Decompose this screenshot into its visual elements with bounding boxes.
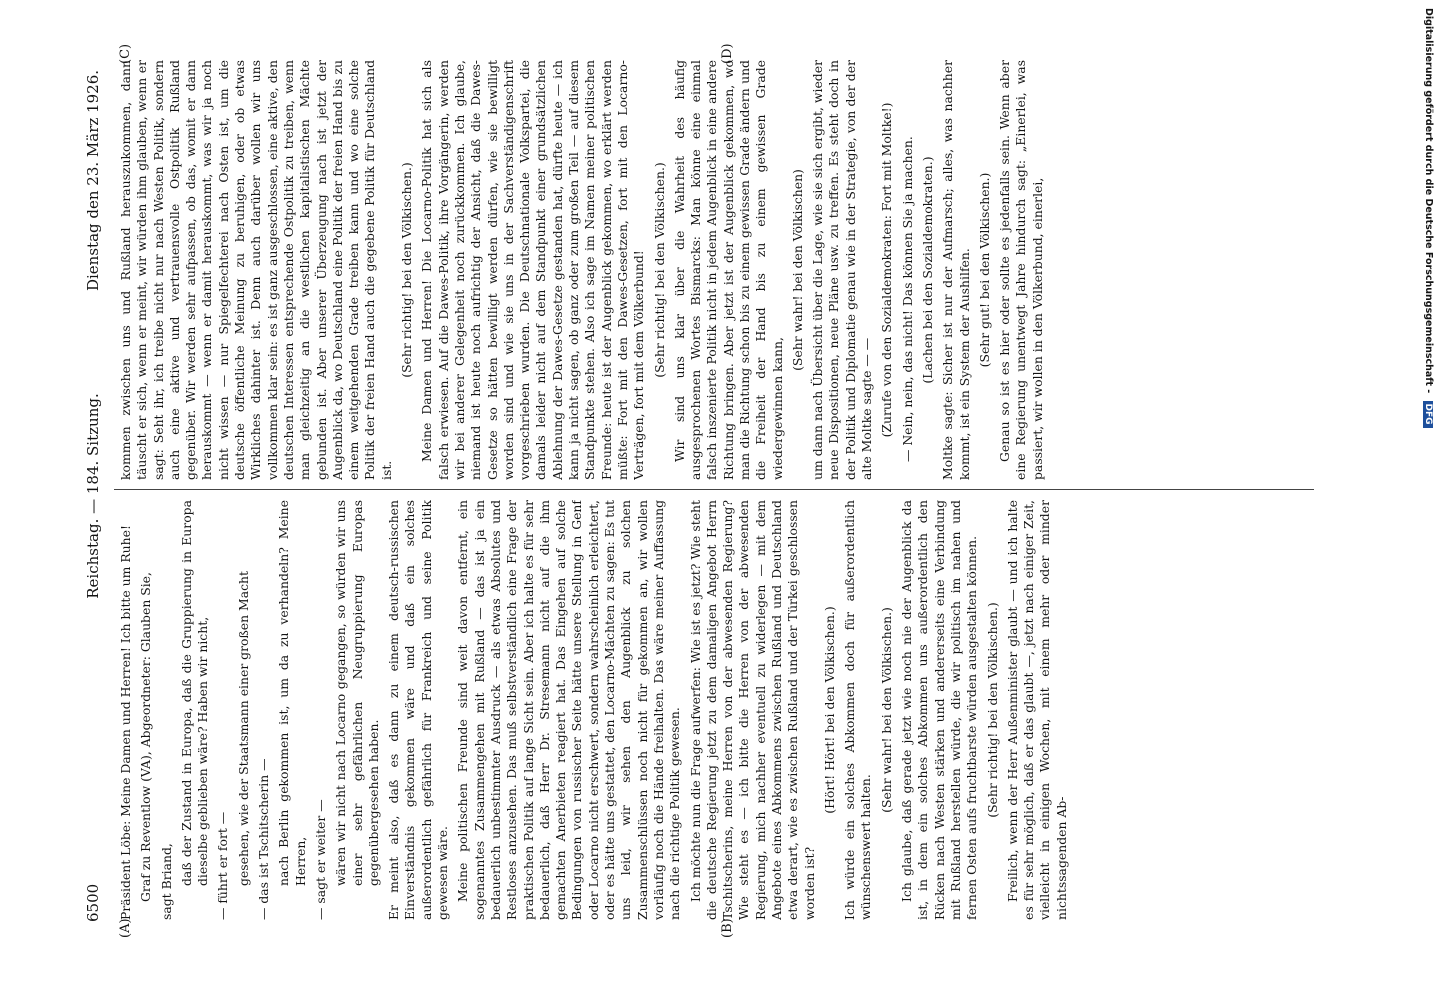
- paragraph: Meine Damen und Herren! Die Locarno-Politik hat sich als falsch erwiesen. Auf die Dawes-Politik, ihre Vorgängerin, werden wir bei anderer Gelegenheit noch zurückkommen. Ich glaube, niemand ist heute noch aufrichtig der Ansicht, daß die Dawes-Gesetze so hätten bewilligt werden dürfen, wie sie bewilligt worden sind und wie sie uns in der Sachverständigenschrift vorgeschrieben wurden. Die Deutschnationale Volkspartei, die damals leider nicht auf dem Standpunkt einer grundsätzlichen Ablehnung der Dawes-Gesetze gestanden hat, dürfte heute — ich kann ja nicht sagen, ob ganz oder zum großen Teil — auf diesem Standpunkte stehen. Also ich sage im Namen meiner politischen Freunde: heute ist der Augenblick gekommen, wo erklärt werden müßte: Fort mit den Dawes-Gesetzen, fort mit den Locarno-Verträgen, fort mit dem Völkerbund!: [419, 60, 647, 480]
- paragraph: wären wir nicht nach Locarno gegangen, so würden wir uns einer sehr gefährlichen Neugruppierung Europas gegenübergesehen haben.: [333, 500, 381, 886]
- paragraph: Ich würde ein solches Abkommen doch für außerordentlich wünschenswert halten.: [842, 500, 874, 920]
- paragraph: kommen zwischen uns und Rußland herauszukommen, dann täuscht er sich, wenn er meint, wir würden ihm glauben, wenn er sagt: Seht ihr, ich treibe nicht nur nach Westen Politik, sondern auch eine aktive und vertrauensvolle Ostpolitik Rußland gegenüber. Wir werden sehr aufpassen, ob das, womit er dann herauskommt — wenn er damit herauskommt, was wir ja noch nicht wissen — nur Spiegelfechterei nach Osten ist, um die deutsche öffentliche Meinung zu beruhigen, oder ob etwas Wirkliches dahinter ist. Denn auch darüber wollen wir uns vollkommen klar sein: es ist ganz ausgeschlossen, eine aktive, den deutschen Interessen entsprechende Ostpolitik zu treiben, wenn man gleichzeitig an die westlichen kapitalistischen Mächte gebunden ist. Aber unserer Überzeugung nach ist jetzt der Augenblick da, wo Deutschland eine Politik der freien Hand bis zu einem weitgehenden Grade treiben kann und wo eine solche Politik der freien Hand auch die gegebene Politik für Deutschland ist.: [118, 60, 394, 480]
- digitization-note: [1422, 8, 1434, 998]
- paragraph: Wir sind uns klar über die Wahrheit des häufig ausgesprochenen Wortes Bismarcks: Man könne eine einmal falsch inszenierte Politik nicht in jedem Augenblick in eine andere Richtung bringen. Aber jetzt ist der Augenblick gekommen, wo man die Richtung schon bis zu einem gewissen Grade ändern und die Freiheit der Hand bis zu einem gewissen Grade wiedergewinnen kann,: [671, 60, 785, 480]
- paragraph: Meine politischen Freunde sind weit davon entfernt, ein sogenanntes Zusammengehen mit Rußland — das ist ja ein bedauerlich unbestimmter Ausdruck — als etwas Absolutes und Restloses anzusehen. Das muß selbstverständlich eine Frage der praktischen Politik auf lange Sicht sein. Aber ich halte es für sehr bedauerlich, daß Herr Dr. Stresemann nicht auf die ihm gemachten Anerbieten reagiert hat. Das Eingehen auf solche Bedingungen von russischer Seite hätte unsere Stellung in Genf oder Locarno nicht erschwert, sondern wahrscheinlich erleichtert, oder es hätte uns gestattet, den Locarno-Mächten zu sagen: Es tut uns leid, wir sehen den Augenblick zu solchen Zusammenschlüssen noch nicht für gekommen an, wir wollen vorläufig noch die Hände freihalten. Das wäre meiner Auffassung nach die richtige Politik gewesen.: [455, 500, 683, 920]
- interjection: (Sehr richtig! bei den Völkischen.): [984, 602, 1000, 818]
- paragraph: um dann nach Übersicht über die Lage, wie sie sich ergibt, wieder neue Dispositionen, neue Pläne usw. zu treffen. Es steht doch in der Politik und Diplomatie genau wie in der Strategie, von der der alte Moltke sagte — —: [810, 60, 875, 480]
- interjection: (Sehr richtig! bei den Völkischen.): [651, 162, 667, 378]
- digitization-text: Digitalisierung gefördert durch die Deutsche Forschungsgemeinschaft -: [1423, 8, 1434, 394]
- paragraph: Graf zu Reventlow (VA), Abgeordneter: Glauben Sie,: [138, 572, 154, 902]
- paragraph: — sagt er weiter —: [312, 799, 328, 920]
- dfg-logo: DFG: [1423, 401, 1433, 428]
- margin-marker-b: (B): [720, 918, 735, 938]
- paragraph: gesehen, wie der Staatsmann einer großen Macht: [235, 571, 251, 886]
- paragraph: nach Berlin gekommen ist, um da zu verhandeln? Meine Herren,: [276, 500, 308, 886]
- interjection: (Sehr richtig! bei den Völkischen.): [399, 162, 415, 378]
- margin-marker-a: (A): [118, 918, 133, 938]
- page-number: 6500: [84, 883, 102, 922]
- paragraph: — Nein, nein, das nicht! Das können Sie ja machen.: [899, 136, 915, 462]
- paragraph: Genau so ist es hier oder sollte es jedenfalls sein. Wenn aber eine Regierung unentwegt Jahre hindurch sagt: „Einerlei, was passiert, wir wollen in den Völkerbund, einerlei,: [997, 60, 1045, 480]
- paragraph: — das ist Tschitscherin —: [256, 758, 272, 920]
- interjection: (Hört! Hört! bei den Völkischen.): [821, 606, 837, 814]
- interjection: (Zurufe von den Sozialdemokraten: Fort mit Moltke!): [879, 102, 895, 438]
- page-header: [84, 70, 108, 922]
- interjection: (Lachen bei den Sozialdemokraten.): [919, 156, 935, 384]
- right-column: [118, 60, 1313, 480]
- paragraph: Freilich, wenn der Herr Außenminister glaubt — und ich halte es für sehr möglich, daß er das glaubt —, jetzt nach einiger Zeit, vielleicht in einigen Wochen, mit einem mehr oder minder nichtssagenden Ab-: [1004, 500, 1069, 920]
- paragraph: daß der Zustand in Europa, daß die Gruppierung in Europa dieselbe geblieben wäre? Haben wir nicht,: [178, 500, 211, 886]
- column-divider: [114, 489, 1314, 490]
- paragraph: — führt er fort —: [215, 811, 231, 920]
- interjection: (Sehr gut! bei den Völkischen.): [976, 172, 992, 368]
- paragraph: Ich glaube, daß gerade jetzt wie noch nie der Augenblick da ist, in dem ein solches Abkommen uns außerordentlich den Rücken nach Westen stärken und andererseits eine Verbindung mit Rußland herstellen würde, die wir politisch im nahen und fernen Osten aufs fruchtbarste würden ausgestalten können.: [899, 500, 980, 920]
- paragraph: Moltke sagte: Sicher ist nur der Aufmarsch; alles, was nachher kommt, ist ein System der Aushilfen.: [940, 60, 972, 480]
- interjection: (Sehr wahr! bei den Völkischen.): [878, 607, 894, 813]
- paragraph: sagt Briand,: [158, 843, 174, 920]
- paragraph: Ich möchte nun die Frage aufwerfen: Wie ist es jetzt? Wie steht die deutsche Regierung jetzt zu dem damaligen Angebot Herrn Tschitscherins, meine Herren von der abwesenden Regierung? Wie steht es — ich bitte die Herren von der abwesenden Regierung, mich nachher eventuell zu widerlegen — mit dem Angebote eines Abkommens zwischen Rußland und Deutschland etwa derart, wie es zwischen Rußland und der Türkei geschlossen worden ist?: [687, 500, 817, 920]
- paragraph: Er meint also, daß es dann zu einem deutsch-russischen Einverständnis gekommen wäre und daß ein solches außerordentlich gefährlich für Frankreich und seine Politik gewesen wäre.: [386, 500, 451, 920]
- left-column: [118, 500, 1313, 920]
- interjection: (Sehr wahr! bei den Völkischen): [789, 169, 805, 371]
- margin-marker-d: (D): [720, 43, 735, 64]
- margin-marker-c: (C): [118, 43, 133, 64]
- session-title: Reichstag. — 184. Sitzung.: [84, 393, 102, 599]
- session-date: Dienstag den 23. März 1926.: [84, 70, 102, 292]
- paragraph: Präsident Löbe: Meine Damen und Herren! Ich bitte um Ruhe!: [118, 525, 133, 920]
